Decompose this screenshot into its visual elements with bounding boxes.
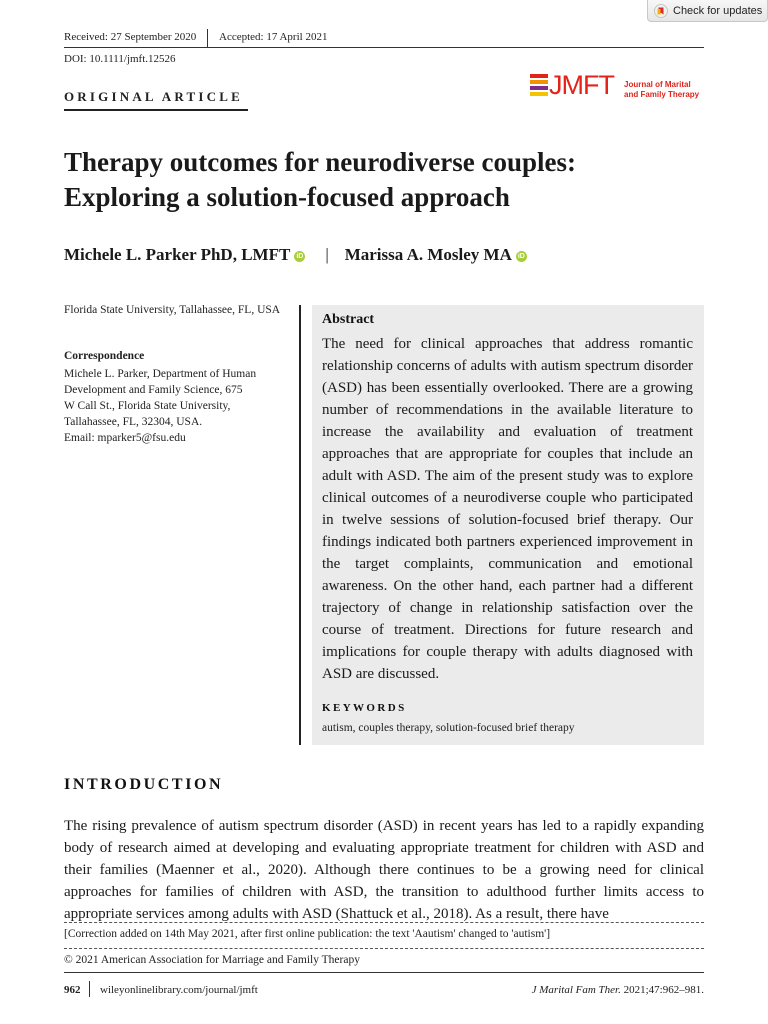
article-type: ORIGINAL ARTICLE bbox=[64, 89, 243, 104]
journal-citation: J Marital Fam Ther. 2021;47:962–981. bbox=[531, 984, 704, 996]
journal-logo-subtitle: Journal of Marital and Family Therapy bbox=[624, 80, 700, 99]
check-for-updates-icon bbox=[654, 4, 668, 18]
check-for-updates-button[interactable] bbox=[647, 0, 768, 22]
section-heading-introduction: INTRODUCTION bbox=[64, 776, 224, 793]
footer-rule bbox=[64, 972, 704, 973]
article-type-underline bbox=[64, 109, 248, 111]
correspondence-heading: Correspondence bbox=[64, 350, 145, 362]
meta-divider bbox=[207, 29, 208, 47]
abstract-rule bbox=[299, 305, 301, 745]
orcid-icon[interactable]: iD bbox=[296, 253, 304, 260]
abstract-text: The need for clinical approaches that address romantic relationship concerns of adults with autism spectrum disorder (ASD) has been essentially overlooked. There are a growing number of recommendations in the available literature to increase the availability and evaluation of treatment approaches that are appropriate for couples that include an adult with ASD. The aim of the present study was to explore clinical outcomes of a neurodiverse couple who participated in twelve sessions of solution-focused brief therapy. Our findings indicated both partners experienced improvement in the target complaints, communication and emotional awareness. On the other hand, each partner had a different trajectory of change in relationship satisfaction over the course of treatment. Directions for future research and implications for couple therapy with adults diagnosed with ASD are discussed. bbox=[322, 336, 693, 682]
journal-logo-text: JMFT bbox=[549, 70, 614, 100]
journal-logo-icon bbox=[530, 74, 548, 98]
footnote-rule-middle bbox=[64, 948, 704, 949]
page-number: 962 bbox=[64, 984, 81, 996]
correspondence-email[interactable]: Email: mparker5@fsu.edu bbox=[64, 432, 186, 444]
journal-url[interactable]: wileyonlinelibrary.com/journal/jmft bbox=[100, 984, 258, 996]
doi[interactable]: DOI: 10.1111/jmft.12526 bbox=[64, 53, 176, 65]
copyright-note: © 2021 American Association for Marriage and Family Therapy bbox=[64, 954, 360, 966]
author-separator: | bbox=[325, 245, 329, 264]
header-rule bbox=[64, 47, 704, 48]
orcid-icon[interactable]: iD bbox=[517, 253, 525, 260]
keywords-list: autism, couples therapy, solution-focused brief therapy bbox=[322, 722, 575, 734]
affiliation: Florida State University, Tallahassee, FL, USA bbox=[64, 304, 281, 316]
introduction-text: The rising prevalence of autism spectrum disorder (ASD) in recent years has led to a rapidly expanding body of research aimed at developing and evaluating appropriate treatment for children with ASD and their families (Maenner et al., 2020). Although there continues to be a growing need for clinical approaches for families of children with ASD, the transition to adulthood further limits access to appropriate services among adults with ASD (Shattuck et al., 2018). As a result, there have bbox=[64, 818, 704, 922]
author-1[interactable]: Michele L. Parker PhD, LMFT bbox=[64, 245, 291, 264]
footer-divider bbox=[89, 981, 90, 997]
abstract-heading: Abstract bbox=[322, 312, 375, 327]
received-date: Received: 27 September 2020 bbox=[64, 31, 197, 43]
correspondence-details: Michele L. Parker, Department of Human Development and Family Science, 675 W Call St., Florida State University, Tallahassee, FL, 32304, USA. Email: mparker5@fsu.edu bbox=[64, 366, 289, 446]
keywords-heading: KEYWORDS bbox=[322, 702, 407, 714]
accepted-date: Accepted: 17 April 2021 bbox=[219, 31, 328, 43]
author-2[interactable]: Marissa A. Mosley MA bbox=[344, 245, 512, 264]
check-for-updates-label: Check for updates bbox=[673, 4, 763, 17]
author-list bbox=[64, 245, 527, 265]
correction-note: [Correction added on 14th May 2021, after first online publication: the text 'Aautism' changed to 'autism'] bbox=[64, 928, 551, 940]
footnote-rule-top bbox=[64, 922, 704, 923]
article-title: Therapy outcomes for neurodiverse couples: Exploring a solution-focused approach bbox=[64, 147, 576, 212]
